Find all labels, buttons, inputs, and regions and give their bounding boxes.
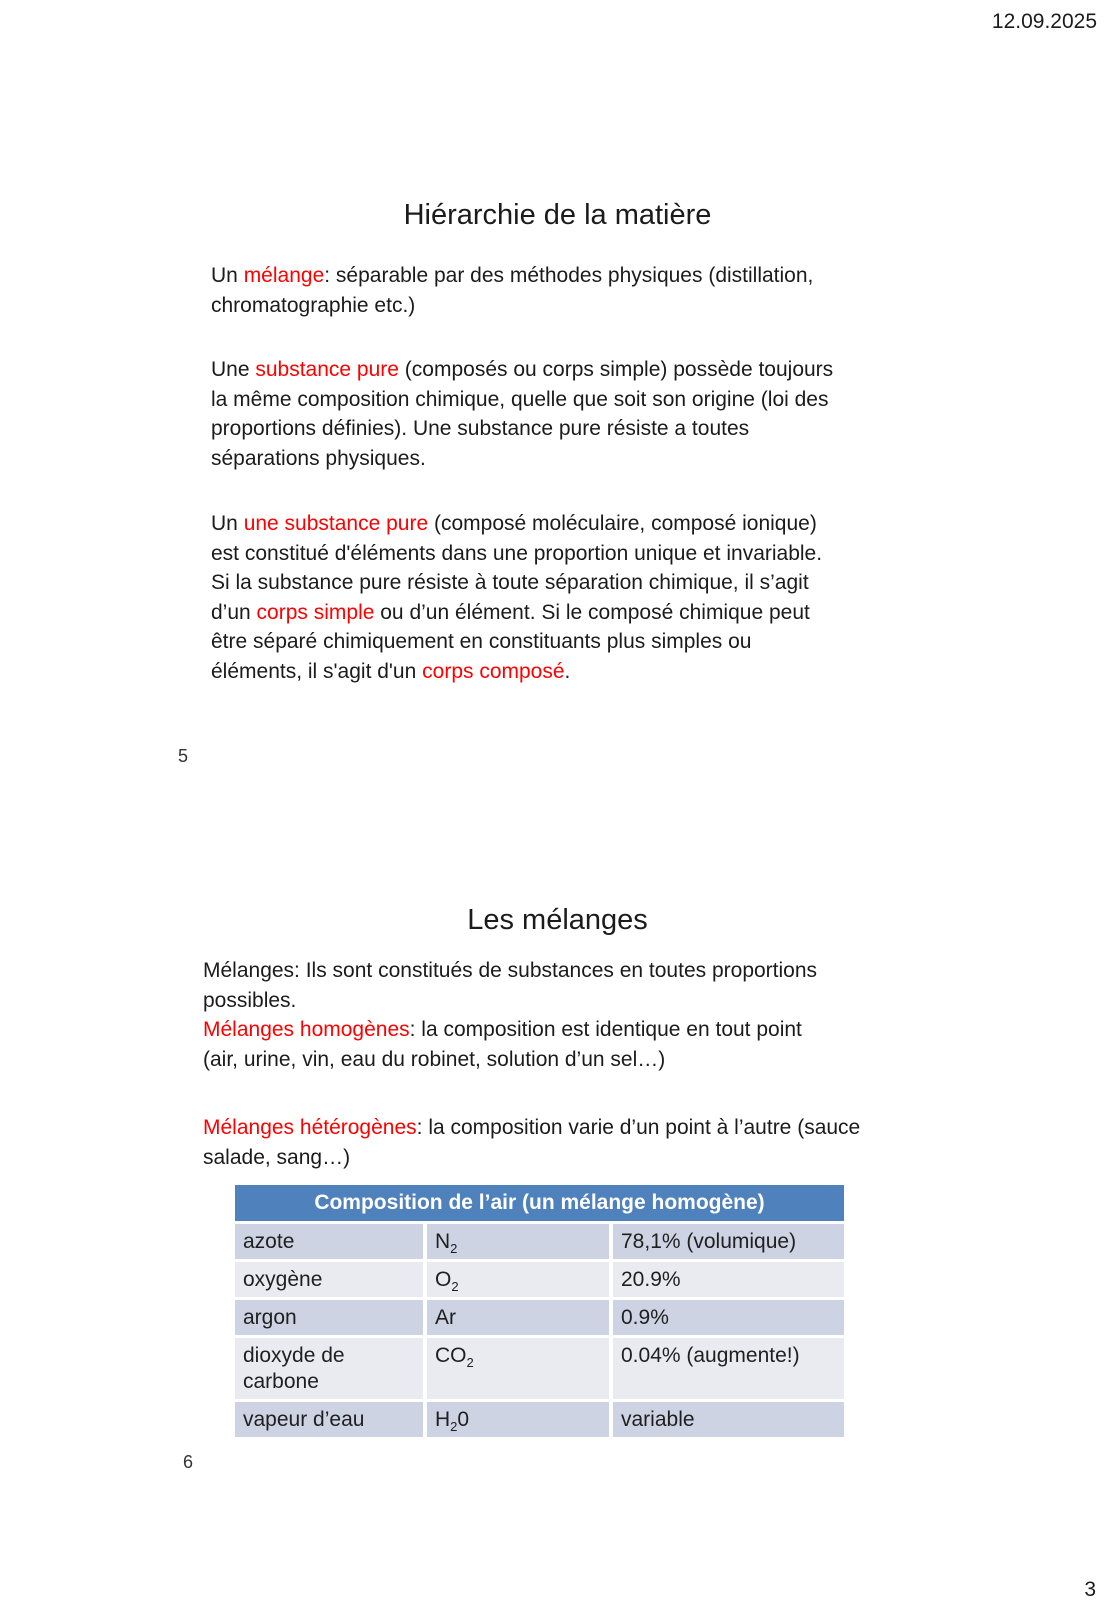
substance-share: 20.9%	[611, 1261, 844, 1299]
substance-formula: Ar	[425, 1299, 611, 1337]
highlighted-term: Mélanges homogènes	[203, 1018, 410, 1041]
slide6-paragraph-melanges-heterogenes: Mélanges hétérogènes: la composition varie d’un point à l’autre (sauce salade, sang…)	[203, 1116, 861, 1169]
highlighted-term: corps simple	[256, 600, 375, 624]
table-row-dioxyde-de-carbone	[235, 1337, 844, 1401]
substance-name: argon	[235, 1299, 425, 1337]
page-number: 3	[1084, 1578, 1096, 1601]
substance-formula: $O_2$	[425, 1261, 611, 1299]
table-row-oxygene	[235, 1261, 844, 1299]
slide5-paragraph-corps: Un une substance pure (composé moléculaire, composé ionique) est constitué d'éléments dans une proportion unique et invariable. Si la substance pure résiste à toute séparation chimique, il s’agit d’un corps simple ou d’un élément. Si le composé chimique peut être séparé chimiquement en constituants plus simples ou éléments, il s'agit d'un corps composé.	[211, 512, 823, 683]
slide5-title: Hiérarchie de la matière	[403, 199, 712, 231]
slide6-number: 6	[183, 1452, 194, 1472]
slide5-paragraph-melange: Un mélange: séparable par des méthodes physiques (distillation, chromatographie etc.)	[211, 264, 814, 317]
table-row-azote	[235, 1223, 844, 1261]
substance-formula: $H_20$	[425, 1401, 611, 1438]
highlighted-term: mélange	[243, 264, 325, 287]
substance-name: azote	[235, 1223, 425, 1261]
substance-formula: $N_2$	[425, 1223, 611, 1261]
substance-name: oxygène	[235, 1261, 425, 1299]
header-date: 12.09.2025	[991, 10, 1097, 33]
highlighted-term: une substance pure	[243, 512, 429, 535]
substance-formula: $CO_2$	[425, 1337, 611, 1401]
table-header-row	[235, 1185, 844, 1223]
slide5-paragraph-substance-pure: Une substance pure (composés ou corps simple) possède toujours la même composition chimique, quelle que soit son origine (loi des proportions définies). Une substance pure résiste a toutes séparations physiques.	[211, 358, 834, 470]
slide6-paragraph-melanges-homogenes: Mélanges: Ils sont constitués de substances en toutes proportions possibles. Mélanges homogènes: la composition est identique en tout point (air, urine, vin, eau du robinet, solution d’un sel…)	[203, 959, 818, 1071]
table-row-vapeur-deau	[235, 1401, 844, 1438]
substance-share: variable	[611, 1401, 844, 1438]
slide5-number: 5	[178, 746, 189, 766]
substance-share: 78,1% (volumique)	[611, 1223, 844, 1261]
highlighted-term: corps composé	[422, 659, 565, 683]
substance-share: 0.9%	[611, 1299, 844, 1337]
highlighted-term: substance pure	[255, 358, 399, 381]
substance-name: vapeur d’eau	[235, 1401, 425, 1438]
highlighted-term: Mélanges hétérogènes	[203, 1116, 417, 1139]
substance-share: 0.04% (augmente!)	[611, 1337, 844, 1401]
substance-name: dioxyde de carbone	[235, 1337, 425, 1401]
slide6-title: Les mélanges	[467, 904, 648, 936]
air-composition-table	[235, 1185, 844, 1437]
table-title: Composition de l’air (un mélange homogène)	[235, 1185, 844, 1223]
table-row-argon	[235, 1299, 844, 1337]
